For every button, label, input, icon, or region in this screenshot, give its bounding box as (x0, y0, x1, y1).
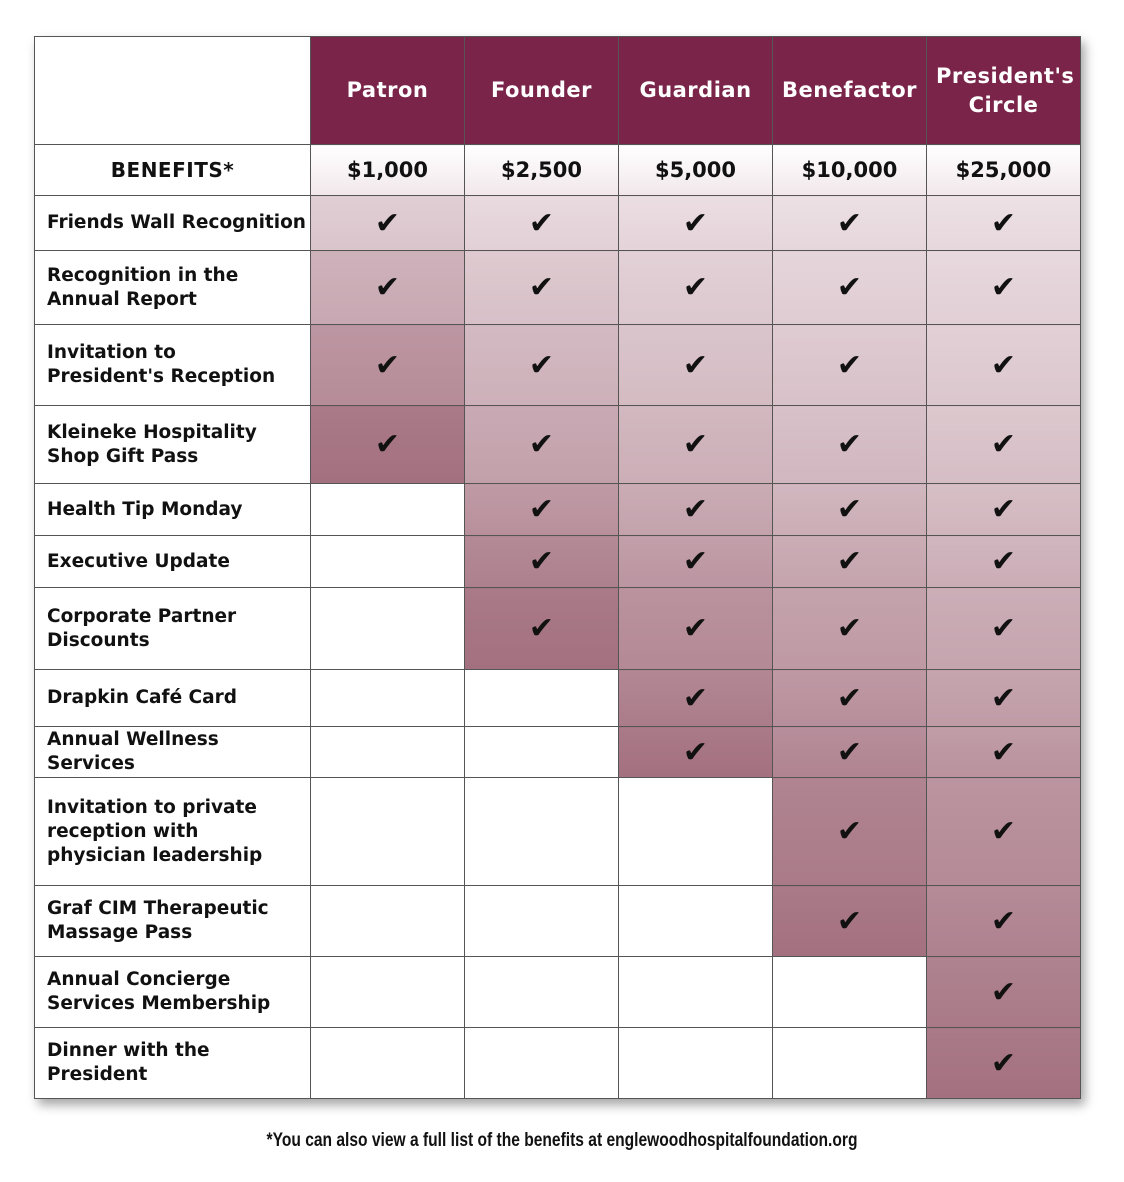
tier-founder: Founder (465, 37, 619, 145)
check-icon: ✔ (773, 588, 927, 670)
benefit-label: Annual Wellness Services (35, 727, 311, 778)
empty-cell (619, 1028, 773, 1099)
empty-cell (311, 484, 465, 536)
check-icon: ✔ (619, 588, 773, 670)
benefit-label: Graf CIM Therapeutic Massage Pass (35, 886, 311, 957)
check-icon: ✔ (311, 251, 465, 325)
empty-cell (311, 588, 465, 670)
check-icon: ✔ (619, 727, 773, 778)
benefit-row (35, 778, 1081, 886)
check-icon: ✔ (927, 406, 1081, 484)
benefits-table (34, 36, 1081, 1099)
check-icon: ✔ (773, 251, 927, 325)
benefit-label: Health Tip Monday (35, 484, 311, 536)
check-icon: ✔ (773, 886, 927, 957)
check-icon: ✔ (927, 957, 1081, 1028)
empty-cell (619, 957, 773, 1028)
check-icon: ✔ (773, 778, 927, 886)
check-icon: ✔ (773, 536, 927, 588)
check-icon: ✔ (773, 325, 927, 406)
empty-cell (311, 778, 465, 886)
benefit-row (35, 886, 1081, 957)
check-icon: ✔ (465, 588, 619, 670)
benefit-label: Annual Concierge Services Membership (35, 957, 311, 1028)
benefit-row (35, 325, 1081, 406)
check-icon: ✔ (311, 196, 465, 251)
check-icon: ✔ (927, 670, 1081, 727)
empty-cell (311, 886, 465, 957)
check-icon: ✔ (619, 484, 773, 536)
empty-cell (773, 957, 927, 1028)
tier-presidents-circle-label: President's Circle (936, 63, 1075, 117)
check-icon: ✔ (619, 251, 773, 325)
corner-cell (35, 37, 311, 145)
check-icon: ✔ (773, 670, 927, 727)
benefit-label: Invitation to private reception with physician leadership (35, 778, 311, 886)
empty-cell (465, 778, 619, 886)
empty-cell (465, 886, 619, 957)
empty-cell (311, 1028, 465, 1099)
check-icon: ✔ (465, 196, 619, 251)
check-icon: ✔ (619, 670, 773, 727)
check-icon: ✔ (927, 196, 1081, 251)
check-icon: ✔ (465, 325, 619, 406)
check-icon: ✔ (311, 406, 465, 484)
benefit-label: Kleineke Hospitality Shop Gift Pass (35, 406, 311, 484)
price-founder: $2,500 (465, 145, 619, 196)
check-icon: ✔ (465, 536, 619, 588)
tier-benefactor: Benefactor (773, 37, 927, 145)
benefit-row (35, 196, 1081, 251)
tier-patron: Patron (311, 37, 465, 145)
check-icon: ✔ (927, 588, 1081, 670)
benefit-row (35, 484, 1081, 536)
check-icon: ✔ (311, 325, 465, 406)
price-row (35, 145, 1081, 196)
empty-cell (465, 1028, 619, 1099)
benefits-body (35, 145, 1081, 1099)
benefit-row (35, 406, 1081, 484)
empty-cell (619, 778, 773, 886)
check-icon: ✔ (927, 778, 1081, 886)
price-guardian: $5,000 (619, 145, 773, 196)
check-icon: ✔ (927, 484, 1081, 536)
benefit-row (35, 251, 1081, 325)
empty-cell (619, 886, 773, 957)
tier-guardian: Guardian (619, 37, 773, 145)
check-icon: ✔ (465, 406, 619, 484)
benefit-row (35, 670, 1081, 727)
benefit-label: Invitation to President's Reception (35, 325, 311, 406)
check-icon: ✔ (619, 325, 773, 406)
empty-cell (311, 670, 465, 727)
benefit-label: Drapkin Café Card (35, 670, 311, 727)
check-icon: ✔ (773, 406, 927, 484)
benefit-row (35, 957, 1081, 1028)
price-presidents-circle: $25,000 (927, 145, 1081, 196)
tier-presidents-circle (927, 37, 1081, 145)
check-icon: ✔ (927, 536, 1081, 588)
tier-header-row (35, 37, 1081, 145)
empty-cell (311, 727, 465, 778)
check-icon: ✔ (927, 886, 1081, 957)
check-icon: ✔ (619, 536, 773, 588)
footnote: *You can also view a full list of the benefits at englewoodhospitalfoundation.org (266, 1130, 858, 1151)
check-icon: ✔ (465, 484, 619, 536)
check-icon: ✔ (773, 727, 927, 778)
benefit-label: Recognition in the Annual Report (35, 251, 311, 325)
check-icon: ✔ (773, 196, 927, 251)
empty-cell (311, 957, 465, 1028)
price-benefactor: $10,000 (773, 145, 927, 196)
check-icon: ✔ (927, 727, 1081, 778)
check-icon: ✔ (927, 1028, 1081, 1099)
benefit-label: Corporate Partner Discounts (35, 588, 311, 670)
check-icon: ✔ (927, 251, 1081, 325)
benefit-label: Friends Wall Recognition (35, 196, 311, 251)
check-icon: ✔ (927, 325, 1081, 406)
benefit-label: Executive Update (35, 536, 311, 588)
empty-cell (465, 727, 619, 778)
benefit-row (35, 536, 1081, 588)
empty-cell (465, 670, 619, 727)
benefits-heading: BENEFITS* (35, 145, 311, 196)
check-icon: ✔ (619, 406, 773, 484)
benefit-row (35, 727, 1081, 778)
benefit-row (35, 588, 1081, 670)
empty-cell (465, 957, 619, 1028)
check-icon: ✔ (773, 484, 927, 536)
empty-cell (311, 536, 465, 588)
benefit-label: Dinner with the President (35, 1028, 311, 1099)
benefit-row (35, 1028, 1081, 1099)
price-patron: $1,000 (311, 145, 465, 196)
check-icon: ✔ (619, 196, 773, 251)
empty-cell (773, 1028, 927, 1099)
check-icon: ✔ (465, 251, 619, 325)
